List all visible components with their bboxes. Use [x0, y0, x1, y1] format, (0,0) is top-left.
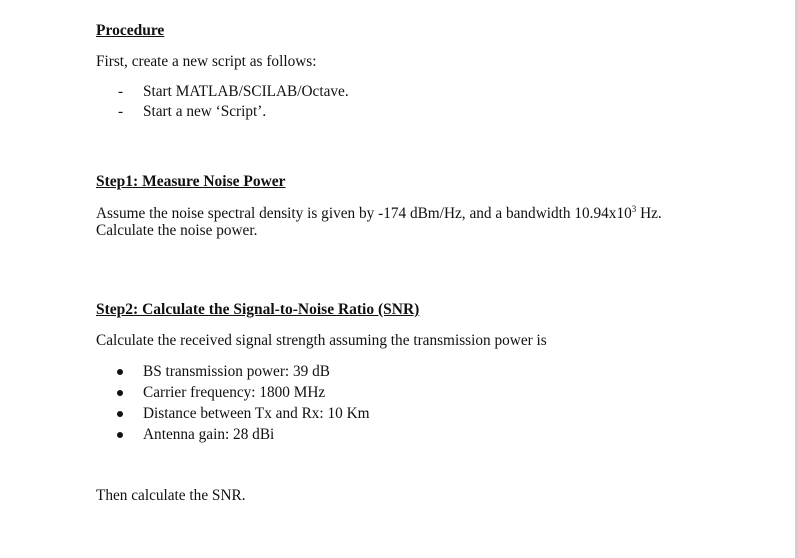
list-item-text: Distance between Tx and Rx: 10 Km	[143, 405, 370, 422]
step1-exponent: 3	[631, 204, 637, 214]
list-item	[116, 384, 370, 405]
step2-heading: Step2: Calculate the Signal-to-Noise Ratio (SNR)	[96, 301, 420, 318]
bullet-dot	[117, 411, 123, 417]
list-item	[116, 426, 370, 447]
list-item-text: Antenna gain: 28 dBi	[143, 426, 275, 443]
procedure-intro: First, create a new script as follows:	[96, 53, 317, 70]
list-item	[116, 103, 349, 123]
list-item	[116, 363, 370, 384]
bullet-dot	[117, 432, 123, 438]
procedure-heading: Procedure	[96, 22, 165, 39]
list-item	[116, 405, 370, 426]
step1-line1-unit: Hz.	[636, 205, 662, 222]
dash-bullet: -	[118, 103, 124, 120]
bullet-dot	[117, 390, 123, 396]
step2-intro: Calculate the received signal strength assuming the transmission power is	[96, 332, 547, 349]
list-item-text: Start a new ‘Script’.	[143, 103, 267, 120]
step1-line1-text: Assume the noise spectral density is given by -174 dBm/Hz, and a bandwidth 10.94x10	[96, 205, 632, 222]
step1-line1	[96, 205, 662, 222]
step2-list	[116, 363, 370, 447]
list-item-text: BS transmission power: 39 dB	[143, 363, 330, 380]
list-item	[116, 83, 349, 103]
step1-paragraph	[96, 205, 662, 239]
list-item-text: Carrier frequency: 1800 MHz	[143, 384, 326, 401]
procedure-list	[116, 83, 349, 123]
step1-line2: Calculate the noise power.	[96, 222, 258, 239]
step1-heading: Step1: Measure Noise Power	[96, 173, 286, 190]
bullet-dot	[117, 369, 123, 375]
dash-bullet: -	[118, 83, 124, 100]
step2-closing: Then calculate the SNR.	[96, 487, 246, 504]
list-item-text: Start MATLAB/SCILAB/Octave.	[143, 83, 349, 100]
